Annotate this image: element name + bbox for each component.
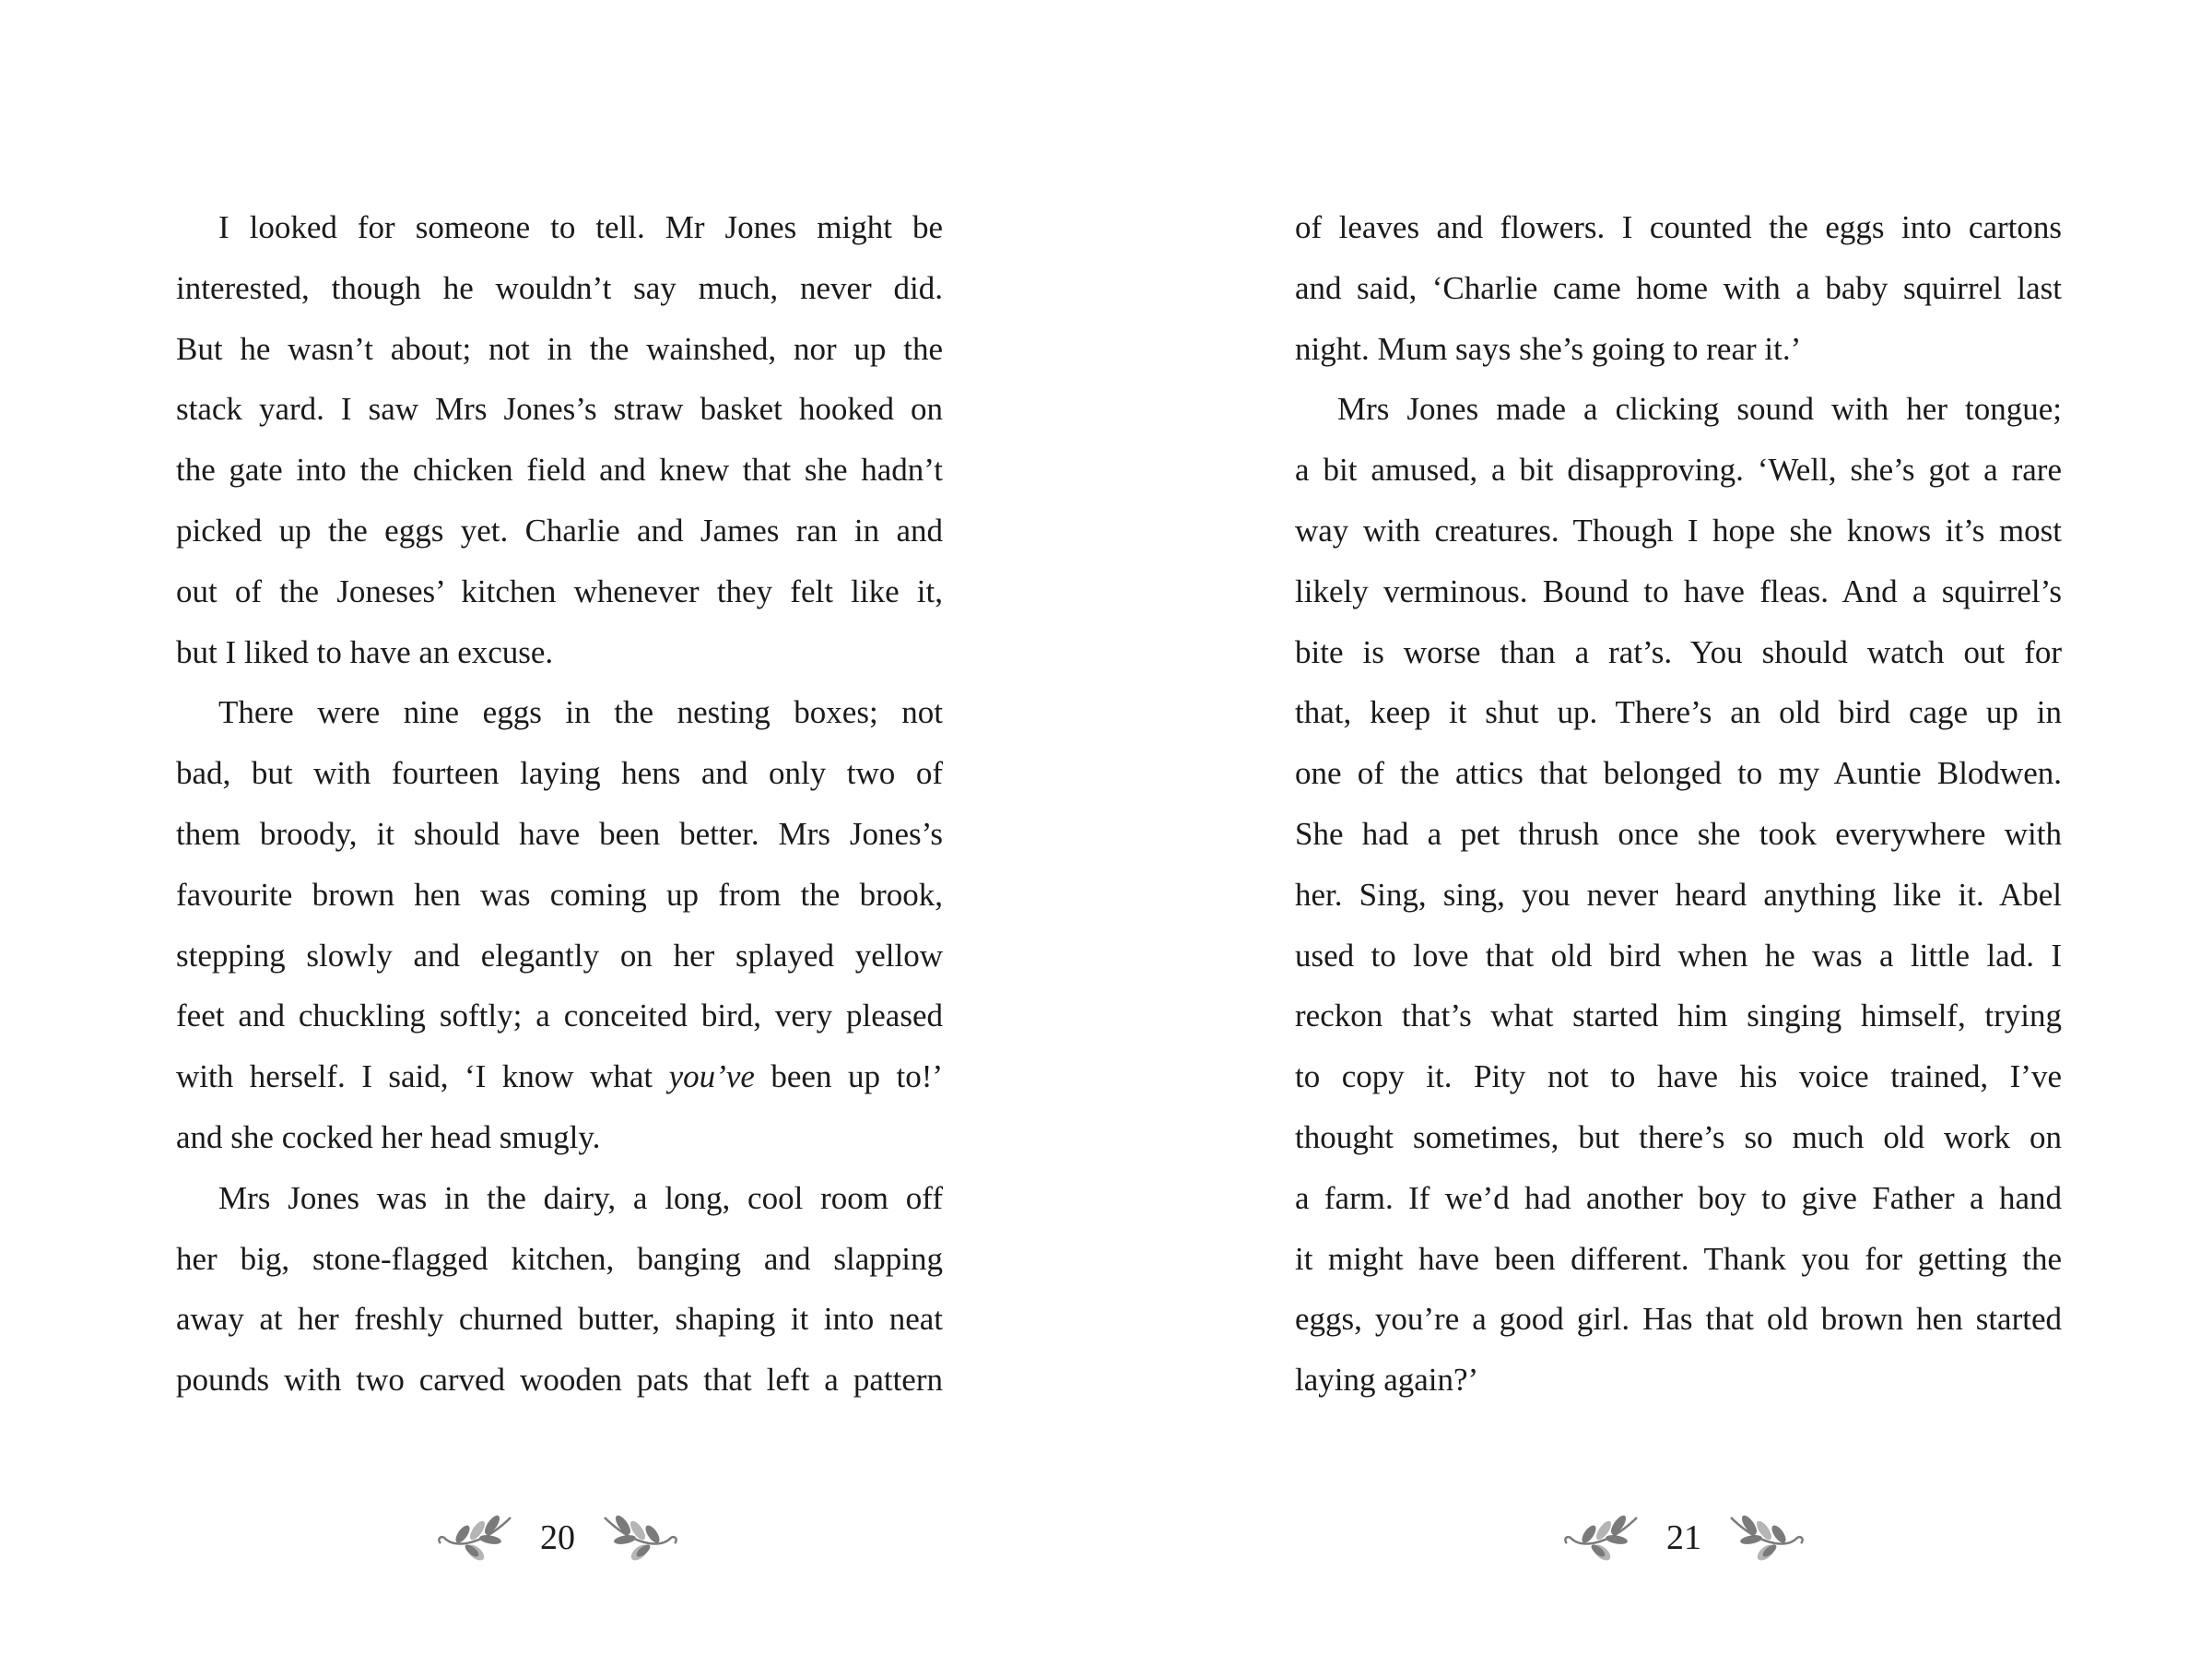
text-line: the gate into the chicken field and knew that she hadn’t xyxy=(176,452,943,489)
text-line: night. Mum says she’s going to rear it.’ xyxy=(1295,330,1802,367)
text-line: thought sometimes, but there’s so much old work on xyxy=(1295,1118,2062,1155)
right-page-folio xyxy=(1546,1510,1822,1565)
text-line: it might have been different. Thank you for getting the xyxy=(1295,1240,2062,1277)
page-number: 20 xyxy=(540,1518,575,1557)
text-line: There were nine eggs in the nesting boxes; not xyxy=(218,694,943,731)
text-line: I looked for someone to tell. Mr Jones might be xyxy=(218,209,943,245)
text-line: Mrs Jones made a clicking sound with her tongue; xyxy=(1337,391,2062,428)
text-line: a farm. If we’d had another boy to give Father a hand xyxy=(1295,1179,2062,1216)
page-number: 21 xyxy=(1666,1518,1701,1557)
text-line: her big, stone-flagged kitchen, banging and slapping xyxy=(176,1240,943,1277)
text-line xyxy=(176,1046,943,1107)
leaf-sprig-icon xyxy=(1561,1512,1641,1564)
text-line: them broody, it should have been better. Mrs Jones’s xyxy=(176,815,943,852)
text-line: and she cocked her head smugly. xyxy=(176,1118,601,1155)
text-line: stepping slowly and elegantly on her splayed yellow xyxy=(176,937,943,974)
text-line: out of the Joneses’ kitchen whenever they felt like it, xyxy=(176,573,943,609)
text-line: away at her freshly churned butter, shaping it into neat xyxy=(176,1301,943,1338)
text-line: of leaves and flowers. I counted the eggs into cartons xyxy=(1295,209,2062,245)
text-line: favourite brown hen was coming up from the brook, xyxy=(176,876,943,913)
text-line: likely verminous. Bound to have fleas. And a squirrel’s xyxy=(1295,573,2062,609)
text-line: stack yard. I saw Mrs Jones’s straw basket hooked on xyxy=(176,391,943,428)
text-line: a bit amused, a bit disapproving. ‘Well, she’s got a rare xyxy=(1295,452,2062,489)
text-line: pounds with two carved wooden pats that left a pattern xyxy=(176,1362,943,1399)
leaf-sprig-icon xyxy=(601,1512,680,1564)
text-line: laying again?’ xyxy=(1295,1362,1479,1399)
text-line: bad, but with fourteen laying hens and only two of xyxy=(176,755,943,792)
text-segment: been up to!’ xyxy=(754,1058,943,1095)
text-line: picked up the eggs yet. Charlie and James ran in and xyxy=(176,512,943,549)
leaf-sprig-icon xyxy=(1727,1512,1806,1564)
text-line: used to love that old bird when he was a little lad. I xyxy=(1295,937,2062,974)
text-line: Mrs Jones was in the dairy, a long, cool room off xyxy=(218,1179,943,1216)
right-page-text xyxy=(1295,197,2062,1411)
text-line: one of the attics that belonged to my Auntie Blodwen. xyxy=(1295,755,2062,792)
text-line: eggs, you’re a good girl. Has that old brown hen started xyxy=(1295,1301,2062,1338)
leaf-sprig-icon xyxy=(435,1512,514,1564)
text-line: But he wasn’t about; not in the wainshed, nor up the xyxy=(176,330,943,367)
text-line: and said, ‘Charlie came home with a baby squirrel last xyxy=(1295,269,2062,306)
text-line: her. Sing, sing, you never heard anything like it. Abel xyxy=(1295,876,2062,913)
text-line: to copy it. Pity not to have his voice trained, I’ve xyxy=(1295,1058,2062,1095)
text-line: but I liked to have an excuse. xyxy=(176,633,554,670)
text-line: way with creatures. Though I hope she knows it’s most xyxy=(1295,512,2062,549)
left-page-folio xyxy=(419,1510,696,1565)
italic-text: you’ve xyxy=(668,1058,755,1095)
text-line: bite is worse than a rat’s. You should watch out for xyxy=(1295,633,2062,670)
text-segment: with herself. I said, ‘I know what xyxy=(176,1058,669,1095)
text-line: reckon that’s what started him singing himself, trying xyxy=(1295,998,2062,1034)
text-line: interested, though he wouldn’t say much, never did. xyxy=(176,269,943,306)
text-line: that, keep it shut up. There’s an old bird cage up in xyxy=(1295,694,2062,731)
left-page-text xyxy=(176,197,943,1411)
text-line: feet and chuckling softly; a conceited bird, very pleased xyxy=(176,998,943,1034)
text-line: She had a pet thrush once she took everywhere with xyxy=(1295,815,2062,852)
